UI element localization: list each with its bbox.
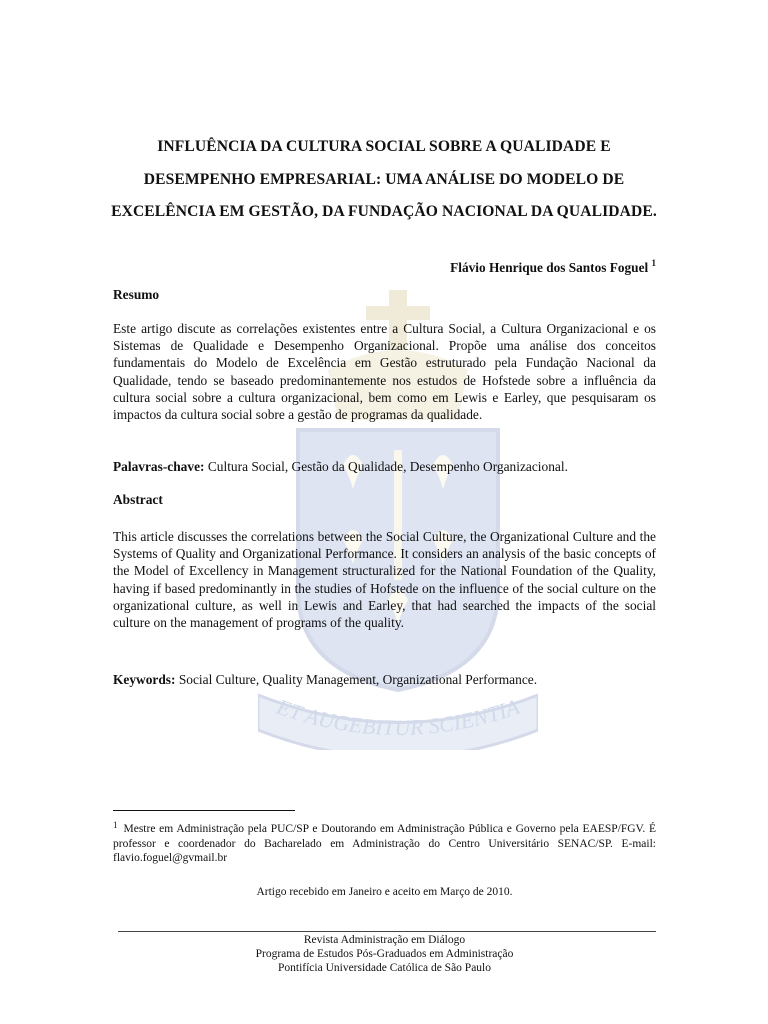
received-note: Artigo recebido em Janeiro e aceito em Março de 2010. <box>256 886 513 898</box>
footnote-divider <box>113 810 295 811</box>
abstract-text: This article discusses the correlations between the Social Culture, the Organizational Culture and the Systems of Quality and Organizational Performance. It considers an analysis of the basic concepts of the Model of Excellency in Management structuralized for the National Foundation of the Quality, having if based predominantly in the studies of Hofstede on the influence of the social culture on the organizational culture, as well in Lewis and Earley, that had searched the impacts of the social culture on the management of programs of the quality. <box>113 529 656 631</box>
resumo-text: Este artigo discute as correlações existentes entre a Cultura Social, a Cultura Organizacional e os Sistemas de Qualidade e Desempenho Organizacional. Propõe uma análise dos conceitos fundamentais do Modelo de Excelência em Gestão estruturado pela Fundação Nacional da Qualidade, tendo se baseado predominantemente nos estudos de Hofstede sobre a influência da cultura social sobre a cultura organizacional, bem como em Lewis e Earley, que pesquisaram os impactos da cultura social sobre a gestão de programas da qualidade. <box>113 321 656 423</box>
palavras-chave-text: Cultura Social, Gestão da Qualidade, Desempenho Organizacional. <box>207 459 568 474</box>
resumo-heading: Resumo <box>113 287 160 302</box>
palavras-chave <box>113 458 656 475</box>
palavras-chave-label: Palavras-chave: <box>113 459 205 474</box>
footer-program: Programa de Estudos Pós-Graduados em Administração <box>255 947 514 960</box>
keywords <box>113 671 656 688</box>
footer-journal-name: Revista Administração em Diálogo <box>303 934 466 946</box>
author-footnote <box>113 818 656 866</box>
keywords-label: Keywords: <box>113 672 176 687</box>
journal-footer <box>113 934 656 975</box>
author-footnote-mark: 1 <box>651 258 656 268</box>
footer-divider <box>118 931 656 932</box>
footer-university: Pontifícia Universidade Católica de São Paulo <box>277 961 492 974</box>
article-title: INFLUÊNCIA DA CULTURA SOCIAL SOBRE A QUALIDADE E DESEMPENHO EMPRESARIAL: UMA ANÁLISE DO MODELO DE EXCELÊNCIA EM GESTÃO, DA FUNDAÇÃO NACIONAL DA QUALIDADE. <box>111 138 657 220</box>
abstract-heading: Abstract <box>113 492 163 507</box>
author-name-text: Flávio Henrique dos Santos Foguel <box>450 260 649 275</box>
footnote-mark: 1 <box>113 820 118 830</box>
motto-text: ET AUGEBITUR SCIENTIA <box>273 693 523 741</box>
author-name <box>450 258 656 276</box>
keywords-text: Social Culture, Quality Management, Organizational Performance. <box>178 672 538 687</box>
footnote-text: Mestre em Administração pela PUC/SP e Doutorando em Administração Pública e Governo pela EAESP/FGV. É professor e coordenador do Bacharelado em Administração do Centro Universitário SENAC/SP. E-mail: flavio.foguel@gvmail.br <box>113 823 656 865</box>
